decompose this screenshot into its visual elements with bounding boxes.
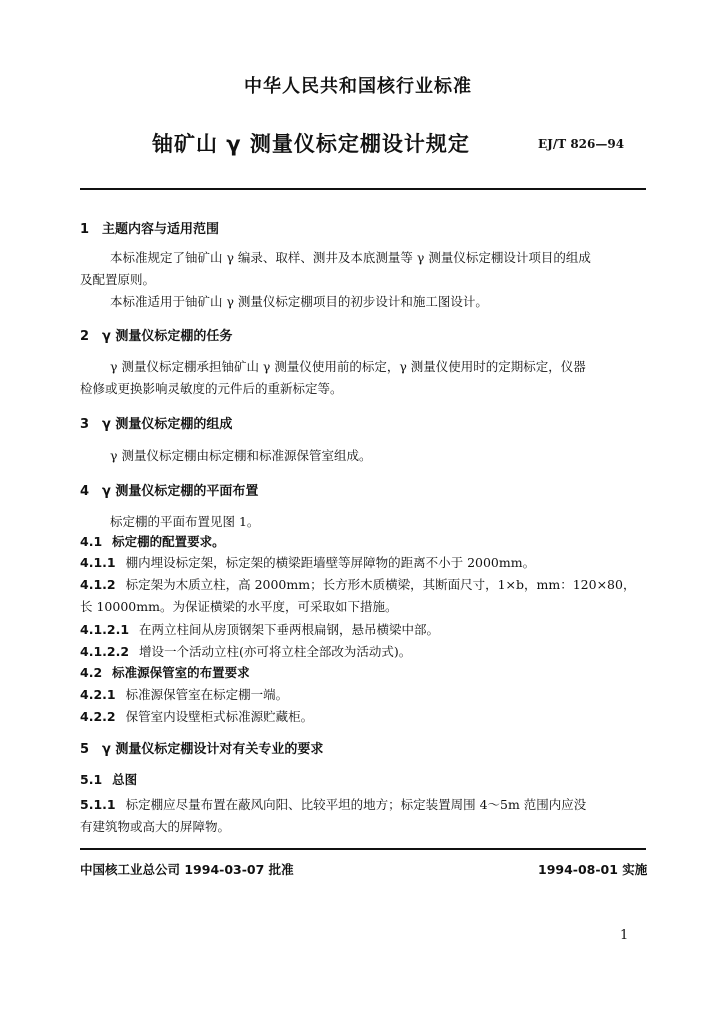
item-number: 4.1.2.1 xyxy=(80,622,130,637)
section-1-heading: 1 主题内容与适用范围 xyxy=(80,222,220,237)
item-4-2-2 xyxy=(80,707,313,725)
item-text: 在两立柱间从房顶钢架下垂两根扁钢，悬吊横梁中部。 xyxy=(139,622,440,637)
item-text: 标定棚应尽量布置在蔽风向阳、比较平坦的地方；标定装置周围 4～5m 范围内应没 xyxy=(125,797,587,812)
item-number: 4.1.2 xyxy=(80,577,116,592)
item-4-1-2 xyxy=(80,575,635,593)
item-4-1-1 xyxy=(80,553,535,571)
approval-date: 中国核工业总公司 1994-03-07 批准 xyxy=(80,862,294,877)
item-5-1-1-cont: 有建筑物或高大的屏障物。 xyxy=(80,819,231,834)
item-5-1-1 xyxy=(80,795,586,813)
item-4-1-2-1 xyxy=(80,620,439,638)
item-4-1 xyxy=(80,532,225,550)
section-4-heading: 4 γ 测量仪标定棚的平面布置 xyxy=(80,484,259,499)
item-text: 保管室内设壁柜式标准源贮藏柜。 xyxy=(125,709,314,724)
issuing-organization: 中华人民共和国核行业标准 xyxy=(244,76,472,97)
item-number: 4.1 xyxy=(80,534,103,549)
section-1-paragraph-2: 本标准适用于铀矿山 γ 测量仪标定棚项目的初步设计和施工图设计。 xyxy=(110,294,488,309)
item-text: 标准源保管室的布置要求 xyxy=(112,665,250,680)
item-text: 标定架为木质立柱，高 2000mm；长方形木质横梁，其断面尺寸，1×b，mm：120×80， xyxy=(125,577,636,592)
item-text: 标定棚的配置要求。 xyxy=(112,534,225,549)
document-title: 铀矿山 γ 测量仪标定棚设计规定 xyxy=(152,132,470,156)
footer-rule xyxy=(80,848,646,850)
item-4-1-2-2 xyxy=(80,642,411,660)
section-3-paragraph: γ 测量仪标定棚由标定棚和标准源保管室组成。 xyxy=(110,448,372,463)
section-3-heading: 3 γ 测量仪标定棚的组成 xyxy=(80,417,233,432)
section-5-heading: 5 γ 测量仪标定棚设计对有关专业的要求 xyxy=(80,742,324,757)
item-number: 4.2.2 xyxy=(80,709,116,724)
item-number: 4.2.1 xyxy=(80,687,116,702)
item-number: 4.1.2.2 xyxy=(80,644,130,659)
section-2-heading: 2 γ 测量仪标定棚的任务 xyxy=(80,329,233,344)
item-4-2 xyxy=(80,663,250,681)
item-text: 标准源保管室在标定棚一端。 xyxy=(125,687,289,702)
item-number: 5.1 xyxy=(80,772,103,787)
item-text: 增设一个活动立柱(亦可将立柱全部改为活动式)。 xyxy=(139,644,412,659)
item-number: 4.2 xyxy=(80,665,103,680)
item-text: 棚内埋设标定架，标定架的横梁距墙壁等屏障物的距离不小于 2000mm。 xyxy=(125,555,536,570)
section-2-paragraph: γ 测量仪标定棚承担铀矿山 γ 测量仪使用前的标定，γ 测量仪使用时的定期标定，仪器 xyxy=(110,359,586,374)
section-4-paragraph: 标定棚的平面布置见图 1。 xyxy=(110,514,260,529)
section-2-paragraph-cont: 检修或更换影响灵敏度的元件后的重新标定等。 xyxy=(80,381,343,396)
section-1-paragraph-1: 本标准规定了铀矿山 γ 编录、取样、测井及本底测量等 γ 测量仪标定棚设计项目的组成 xyxy=(110,250,591,265)
item-number: 4.1.1 xyxy=(80,555,116,570)
item-4-1-2-cont: 长 10000mm。为保证横梁的水平度，可采取如下措施。 xyxy=(80,599,398,614)
item-number: 5.1.1 xyxy=(80,797,116,812)
item-text: 总图 xyxy=(112,772,138,787)
page-number: 1 xyxy=(620,928,629,943)
header-rule xyxy=(80,188,646,190)
standard-code: EJ/T 826—94 xyxy=(538,137,625,151)
item-4-2-1 xyxy=(80,685,288,703)
item-5-1 xyxy=(80,770,137,788)
implementation-date: 1994-08-01 实施 xyxy=(538,862,648,877)
section-1-paragraph-1-cont: 及配置原则。 xyxy=(80,272,156,287)
